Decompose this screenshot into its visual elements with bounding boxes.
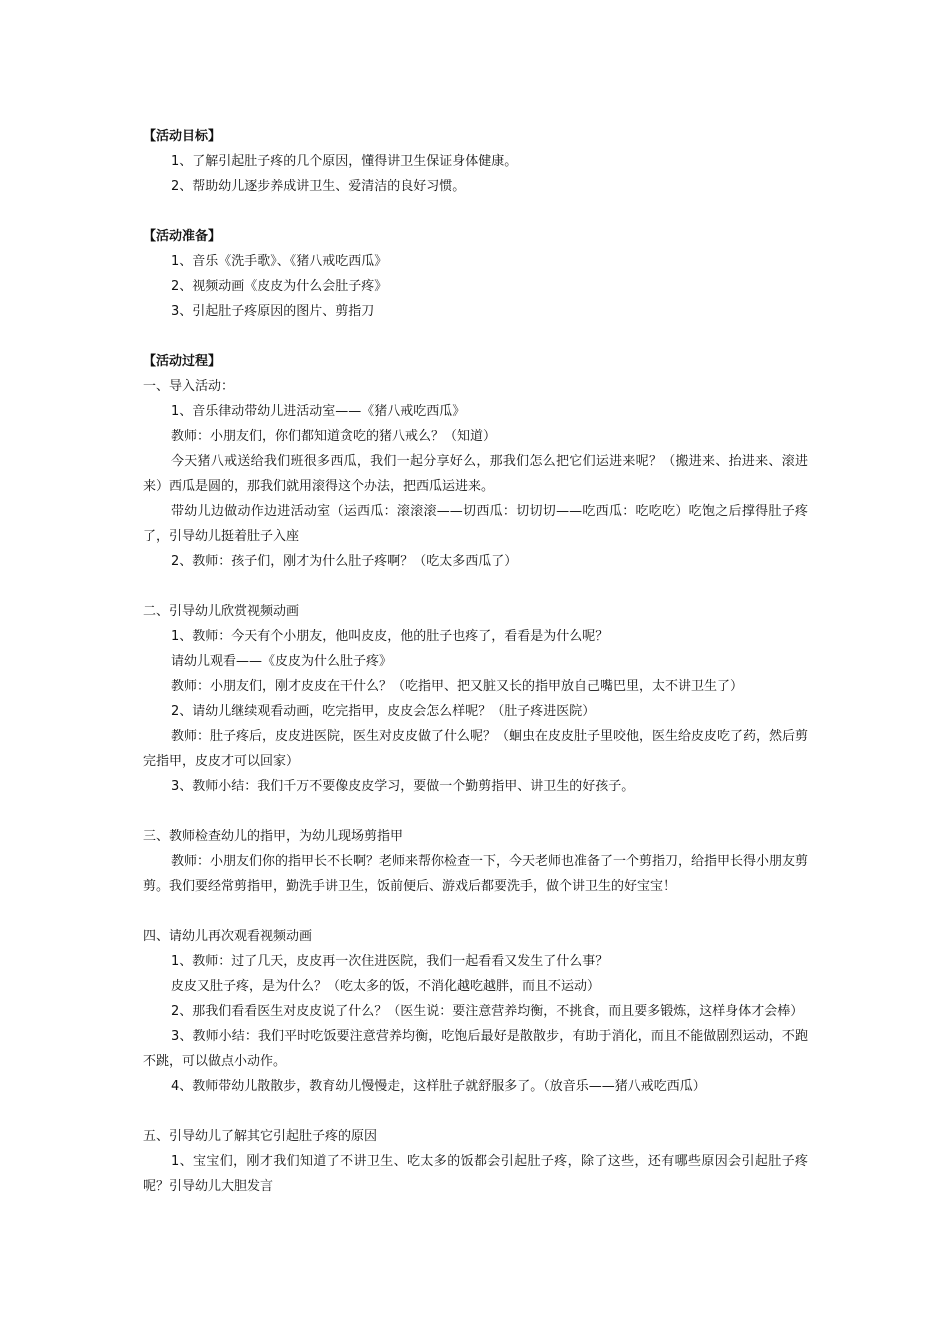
paragraph: 教师：小朋友们你的指甲长不长啊？老师来帮你检查一下，今天老师也准备了一个剪指刀，给指甲长得小朋友剪剪。我们要经常剪指甲，勤洗手讲卫生，饭前便后、游戏后都要洗手，做个讲卫生的好宝宝！ (143, 854, 809, 894)
prep-item: 1、音乐《洗手歌》、《猪八戒吃西瓜》 (171, 254, 388, 269)
spacer (143, 799, 808, 824)
paragraph: 1、宝宝们，刚才我们知道了不讲卫生、吃太多的饭都会引起肚子疼，除了这些，还有哪些原因会引起肚子疼呢？引导幼儿大胆发言 (143, 1154, 808, 1194)
prep-item: 3、引起肚子疼原因的图片、剪指刀 (171, 304, 375, 319)
spacer (143, 199, 808, 224)
paragraph: 教师：肚子疼后，皮皮进医院，医生对皮皮做了什么呢？（蛔虫在皮皮肚子里咬他，医生给皮皮吃了药，然后剪完指甲，皮皮才可以回家） (143, 729, 809, 769)
subsection-title: 一、导入活动： (143, 379, 235, 394)
paragraph: 3、教师小结：我们千万不要像皮皮学习，要做一个勤剪指甲、讲卫生的好孩子。 (171, 779, 635, 794)
section-heading-process: 【活动过程】 (143, 354, 222, 369)
spacer (143, 324, 808, 349)
subsection-title: 五、引导幼儿了解其它引起肚子疼的原因 (143, 1129, 378, 1144)
subsection-title: 四、请幼儿再次观看视频动画 (143, 929, 313, 944)
paragraph: 4、教师带幼儿散散步，教育幼儿慢慢走，这样肚子就舒服多了。（放音乐——猪八戒吃西瓜） (171, 1079, 706, 1094)
paragraph: 教师：小朋友们，刚才皮皮在干什么？（吃指甲、把又脏又长的指甲放自己嘴巴里，太不讲卫生了） (171, 679, 744, 694)
paragraph: 皮皮又肚子疼，是为什么？（吃太多的饭，不消化越吃越胖，而且不运动） (171, 979, 601, 994)
spacer (143, 899, 808, 924)
paragraph: 2、教师：孩子们，刚才为什么肚子疼啊？（吃太多西瓜了） (171, 554, 518, 569)
spacer (143, 574, 808, 599)
spacer (143, 1099, 808, 1124)
section-heading-prep: 【活动准备】 (143, 229, 222, 244)
paragraph: 带幼儿边做动作边进活动室（运西瓜：滚滚滚——切西瓜：切切切——吃西瓜：吃吃吃）吃饱之后撑得肚子疼了，引导幼儿挺着肚子入座 (143, 504, 808, 544)
subsection-title: 三、教师检查幼儿的指甲，为幼儿现场剪指甲 (143, 829, 404, 844)
paragraph: 1、教师：过了几天，皮皮再一次住进医院，我们一起看看又发生了什么事？ (171, 954, 609, 969)
paragraph: 今天猪八戒送给我们班很多西瓜，我们一起分享好么，那我们怎么把它们运进来呢？（搬进来、抬进来、滚进来）西瓜是圆的，那我们就用滚得这个办法，把西瓜运进来。 (143, 454, 808, 494)
goal-item: 2、帮助幼儿逐步养成讲卫生、爱清洁的良好习惯。 (171, 179, 466, 194)
section-heading-goal: 【活动目标】 (143, 129, 222, 144)
paragraph: 2、那我们看看医生对皮皮说了什么？（医生说：要注意营养均衡，不挑食，而且要多锻炼，这样身体才会棒） (171, 1004, 804, 1019)
paragraph: 教师：小朋友们，你们都知道贪吃的猪八戒么？（知道） (171, 429, 497, 444)
paragraph: 2、请幼儿继续观看动画，吃完指甲，皮皮会怎么样呢？（肚子疼进医院） (171, 704, 596, 719)
paragraph: 1、音乐律动带幼儿进活动室——《猪八戒吃西瓜》 (171, 404, 466, 419)
prep-item: 2、视频动画《皮皮为什么会肚子疼》 (171, 279, 388, 294)
paragraph: 请幼儿观看——《皮皮为什么肚子疼》 (171, 654, 393, 669)
document-page (143, 124, 808, 1199)
paragraph: 3、教师小结：我们平时吃饭要注意营养均衡，吃饱后最好是散散步，有助于消化，而且不能做剧烈运动，不跑不跳，可以做点小动作。 (143, 1029, 808, 1069)
subsection-title: 二、引导幼儿欣赏视频动画 (143, 604, 300, 619)
goal-item: 1、了解引起肚子疼的几个原因，懂得讲卫生保证身体健康。 (171, 154, 518, 169)
paragraph: 1、教师：今天有个小朋友，他叫皮皮，他的肚子也疼了，看看是为什么呢？ (171, 629, 609, 644)
